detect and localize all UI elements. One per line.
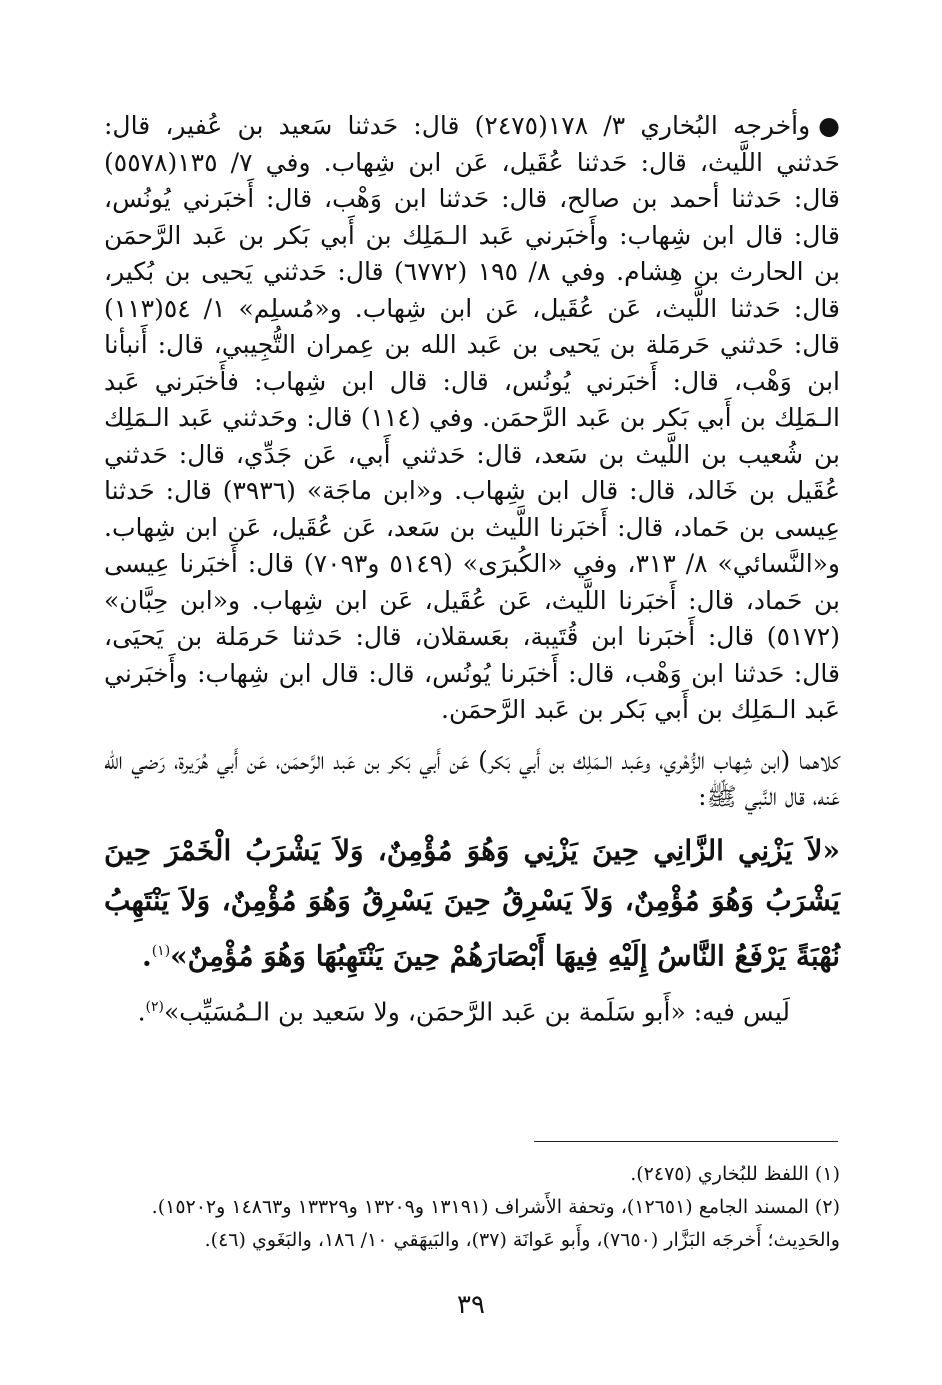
hadith-text: «لاَ يَزْنِي الزَّانِي حِينَ يَزْنِي وَهُوَ مُؤْمِنٌ، وَلاَ يَشْرَبُ الْخَمْرَ حِينَ يَشْرَبُ وَهُوَ مُؤْمِنٌ، وَلاَ يَسْرِقُ حِينَ يَسْرِقُ وَهُوَ مُؤْمِنٌ، وَلاَ يَنْتَهِبُ نُهْبَةً يَرْفَعُ النَّاسُ إِلَيْهِ فِيهَا أَبْصَارَهُمْ حِينَ يَنْتَهِبُهَا وَهُوَ مُؤْمِنٌ»	[104, 833, 840, 972]
lays-fihi-end: .	[137, 997, 146, 1027]
isnad-summary-paragraph: كلاهما (ابن شِهاب الزُّهْري، وعَبد الـمَلِك بن أَبي بَكر) عَن أَبي بَكر بن عَبد الرَّحمَن، عَن أَبي هُرَيرة، رَضي الله عَنه، قال النَّبي ﷺ:	[104, 745, 840, 811]
lays-fihi-text: لَيس فيه: «أَبو سَلَمة بن عَبد الرَّحمَن، ولا سَعيد بن الـمُسَيِّب»	[164, 997, 790, 1027]
hadith-end: .	[141, 938, 152, 972]
page-content	[104, 108, 840, 1031]
footnote-ref-1: (١)	[151, 942, 171, 959]
footnote-2: (٢) المسند الجامع (١٢٦٥١)، وتحفة الأَشراف (١٣١٩١ و١٣٢٠٩ و١٣٣٢٩ و١٤٨٦٣ و١٥٢٠٢).	[151, 1196, 840, 1218]
takhrij-paragraph	[104, 108, 840, 729]
page-number: ٣٩	[457, 1290, 485, 1320]
footnote-2-continuation: والحَدِيث؛ أَخرجَه البَزَّار (٧٦٥٠)، وأَبو عَوانَة (٣٧)، والبَيهَقي ١٠/ ١٨٦، والبَغَوي (٤٦).	[204, 1229, 840, 1251]
takhrij-text: وأخرجه البُخاري ٣/ ١٧٨(٢٤٧٥) قال: حَدثنا سَعيد بن عُفير، قال: حَدثني اللَّيث، قال: حَدثنا عُقَيل، عَن ابن شِهاب. وفي ٧/ ١٣٥(٥٥٧٨) قال: حَدثنا أحمد بن صالح، قال: حَدثنا ابن وَهْب، قال: أَخبَرني يُونُس، قال: قال ابن شِهاب: وأَخبَرني عَبد الـمَلِك بن أَبي بَكر بن عَبد الرَّحمَن بن الحارث بن هِشام. وفي ٨/ ١٩٥ (٦٧٧٢) قال: حَدثني يَحيى بن بُكير، قال: حَدثنا اللَّيث، عَن عُقَيل، عَن ابن شِهاب. و«مُسلِم» ١/ ٥٤(١١٣) قال: حَدثني حَرمَلة بن يَحيى بن عَبد الله بن عِمران التُّجِيبي، قال: أَنبأنا ابن وَهْب، قال: أَخبَرني يُونُس، قال: قال ابن شِهاب: فأَخبَرني عَبد الـمَلِك بن أَبي بَكر بن عَبد الرَّحمَن. وفي (١١٤) قال: وحَدثني عَبد الـمَلِك بن شُعيب بن اللَّيث بن سَعد، قال: حَدثني أَبي، عَن جَدِّي، قال: حَدثني عُقَيل بن خَالد، قال: قال ابن شِهاب. و«ابن ماجَة» (٣٩٣٦) قال: حَدثنا عِيسى بن حَماد، قال: أَخبَرنا اللَّيث بن سَعد، عَن عُقَيل، عَن ابن شِهاب. و«النَّسائي» ٨/ ٣١٣، وفي «الكُبرَى» (٥١٤٩ و٧٠٩٣) قال: أَخبَرنا عِيسى بن حَماد، قال: أَخبَرنا اللَّيث، عَن عُقَيل، عَن ابن شِهاب. و«ابن حِبَّان» (٥١٧٢) قال: أَخبَرنا ابن قُتَيبة، بعَسقلان، قال: حَدثنا حَرمَلة بن يَحيَى، قال: حَدثنا ابن وَهْب، قال: أَخبَرنا يُونُس، قال: قال ابن شِهاب: وأَخبَرني عَبد الـمَلِك بن أَبي بَكر بن عَبد الرَّحمَن.	[104, 111, 841, 724]
footnote-ref-2: (٢)	[145, 998, 165, 1015]
footnote-1: (١) اللفظ للبُخاري (٢٤٧٥).	[630, 1163, 840, 1185]
lays-fihi-paragraph	[104, 989, 840, 1031]
footnote-separator	[534, 1141, 838, 1142]
bullet-icon: ●	[818, 111, 840, 140]
hadith-text-block	[104, 826, 840, 981]
footnotes	[104, 1158, 840, 1257]
main-text	[104, 108, 840, 816]
